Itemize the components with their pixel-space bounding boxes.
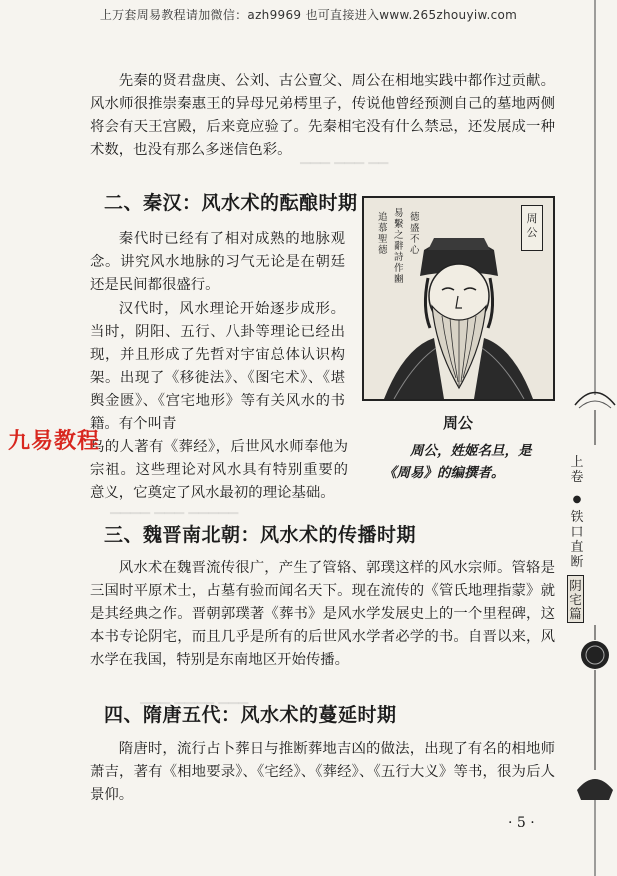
bleed-through-mark: ▁▁▁ ▁▁▁▁ ▁▁▁ bbox=[140, 690, 249, 705]
side-ornament bbox=[573, 0, 617, 876]
watermark: 九易教程 bbox=[8, 429, 101, 454]
side-volume-label: 上卷 bbox=[570, 455, 584, 485]
section-heading-sui-tang: 四、隋唐五代：风水术的蔓延时期 bbox=[104, 704, 397, 726]
portrait-label: 周公 bbox=[521, 205, 543, 251]
paragraph: 秦代时已经有了相对成熟的地脉观念。讲究风水地脉的习气无论是在朝廷还是民间都很盛行。 bbox=[90, 231, 345, 293]
portrait-inscription: 追慕聖德 bbox=[378, 212, 388, 256]
portrait-inscription: 易繫之辭詩作豳 bbox=[394, 208, 404, 285]
bleed-through-mark: ▁▁▁ ▁▁▁ ▁▁ bbox=[300, 150, 389, 165]
page-banner: 上万套周易教程请加微信：azh9969 也可直接进入www.265zhouyiw.com bbox=[99, 8, 518, 22]
paragraph: 隋唐时，流行占卜葬日与推断葬地吉凶的做法，出现了有名的相地师萧吉，著有《相地要录》、《宅经》、《葬经》、《五行大义》等书，很为后人景仰。 bbox=[90, 741, 555, 803]
intro-paragraph: 先秦的贤君盘庚、公刘、古公亶父、周公在相地实践中都作过贡献。风水师很推崇秦惠王的异母兄弟樗里子，传说他曾经预测自己的墓地两侧将会有天王宫殿，后来竟应验了。先秦相宅没有什么禁忌，还发展成一种术数，也没有那么多迷信色彩。 bbox=[90, 73, 555, 158]
page-number: · 5 · bbox=[508, 815, 535, 831]
portrait-caption-text: 周公，姓姬名旦，是《周易》的编撰者。 bbox=[383, 443, 532, 481]
zhou-gong-portrait-drawing bbox=[364, 198, 553, 399]
paragraph: 汉代时，风水理论开始逐步成形。当时，阴阳、五行、八卦等理论已经出现，并且形成了先哲对宇宙总体认识构架。出现了《移徙法》、《图宅术》、《堪舆金匮》、《宫宅地形》等有关风水的书籍。有个叫青 bbox=[90, 301, 345, 432]
bleed-through-mark: ▁▁▁▁ ▁▁▁ ▁▁▁▁▁ bbox=[110, 500, 239, 515]
side-series-box: 阴宅篇 bbox=[567, 575, 584, 623]
portrait-inscription: 德盛不心 bbox=[410, 212, 420, 256]
paragraph: 乌的人著有《葬经》，后世风水师奉他为宗祖。这些理论对风水具有特别重要的意义，它奠定了风水最初的理论基础。 bbox=[90, 439, 348, 501]
bullet-icon: ● bbox=[572, 494, 582, 505]
paragraph: 风水术在魏晋流传很广，产生了管辂、郭璞这样的风水宗师。管辂是三国时平原术士，占墓有验而闻名天下。现在流传的《管氏地理指蒙》就是其经典之作。晋朝郭璞著《葬书》是风水学发展史上的一个里程碑，这本书专论阴宅，而且几乎是所有的后世风水学者必学的书。自晋以来，风水学在我国，特别是东南地区开始传播。 bbox=[90, 560, 555, 668]
side-series-label: 铁口直断 bbox=[570, 510, 584, 570]
portrait-illustration bbox=[362, 196, 555, 401]
section-heading-wei-jin: 三、魏晋南北朝：风水术的传播时期 bbox=[104, 524, 417, 546]
portrait-caption-title: 周公 bbox=[443, 414, 474, 432]
section-heading-qin-han: 二、秦汉：风水术的酝酿时期 bbox=[104, 192, 358, 214]
